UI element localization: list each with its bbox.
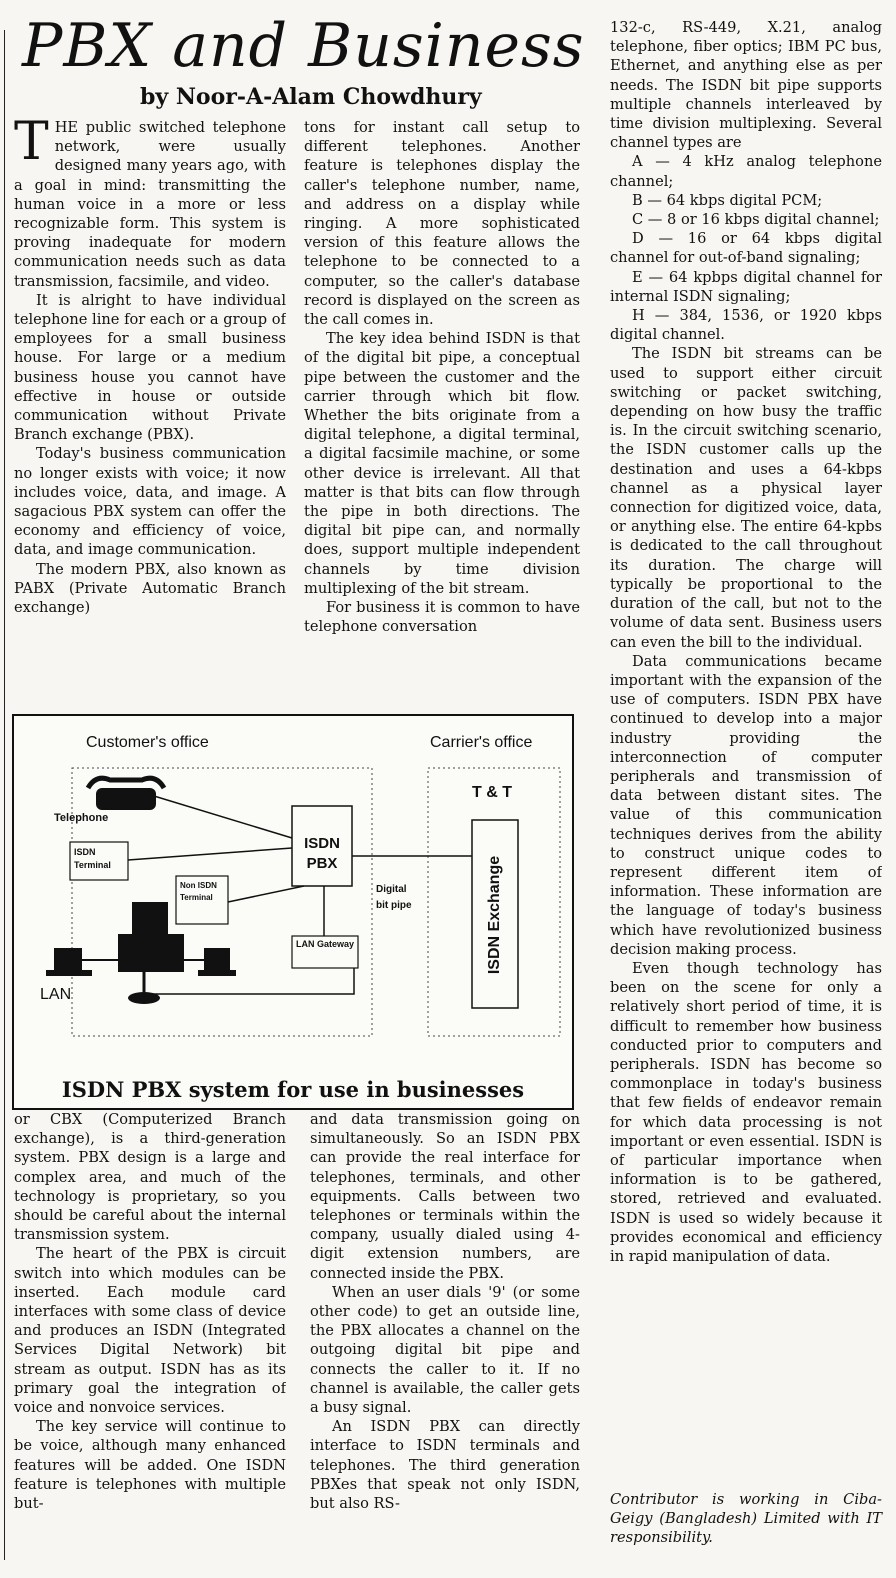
article-title: PBX and Business [22, 11, 585, 81]
channel-item: D — 16 or 64 kbps digital channel for out-of-band signaling; [610, 230, 882, 267]
isdn-pbx-label: ISDN PBX [304, 835, 340, 872]
article-byline: by Noor-A-Alam Chowdhury [140, 84, 482, 110]
channel-item: A — 4 kHz analog telephone channel; [610, 153, 882, 190]
lan-terminal-left-icon [46, 948, 118, 976]
isdn-pbx-diagram [12, 714, 574, 1110]
lan-gateway-label: LAN Gateway [295, 939, 355, 949]
telephone-label: Telephone [54, 812, 109, 824]
paragraph: Data communications became important with the expansion of the use of computers. ISDN PBX have continued to develop into a major industry providing the interconnection of computer peripherals and transmission of data between distant sites. The value of this communication techniques derives from the ability to construct unique codes to represent different item of information. These information are the language of today's business which have revolutionized business decision making process. [610, 652, 882, 958]
paragraph: 132-c, RS-449, X.21, analog telephone, fiber optics; IBM PC bus, Ethernet, and anything else as per needs. The ISDN bit pipe supports multiple channels interleaved by time division multiplexing. Several channel types are [610, 19, 882, 152]
paragraph: The heart of the PBX is circuit switch into which modules can be inserted. Each module card interfaces with some class of device and produces an ISDN (Integrated Services Digital Network) bit stream as output. ISDN has as its primary goal the integration of voice and nonvoice services. [14, 1245, 286, 1417]
paragraph: When an user dials '9' (or some other code) to get an outside line, the PBX allocates a channel on the outgoing digital bit pipe and connects the caller to it. If no channel is available, the caller gets a busy signal. [310, 1283, 580, 1417]
contributor-note: Contributor is working in Ciba-Geigy (Bangladesh) Limited with IT responsibility. [610, 1491, 882, 1546]
paragraph: The key service will continue to be voice, although many enhanced features will be added. One ISDN feature is telephones with multiple but- [14, 1418, 286, 1513]
paragraph: and data transmission going on simultaneously. So an ISDN PBX can provide the real interface for telephones, terminals, and other equipments. Calls between two telephones or terminals within the company, usually dialed using 4-digit extension numbers, are connected inside the PBX. [310, 1111, 580, 1282]
paragraph: Even though technology has been on the scene for only a relatively short period of time, it is difficult to remember how business conducted prior to computers and peripherals. ISDN has become so commonplace in today's business that few fields of endeavor remain for which data processing is not important or even essential. ISDN is of particular importance when information is to be gathered, stored, retrieved and evaluated. ISDN is used so widely because it provides economical and efficiency in rapid manipulation of data. [610, 959, 882, 1265]
column-2-top [304, 118, 580, 708]
figure-caption: ISDN PBX system for use in businesses [61, 1077, 525, 1102]
non-isdn-terminal-line [228, 886, 304, 902]
column-rule-left [4, 30, 5, 1560]
carriers-office-label: Carrier's office [430, 734, 533, 751]
isdn-terminal-line [128, 848, 292, 860]
paragraph: or CBX (Computerized Branch exchange), is a third-generation system. PBX design is a large and complex area, and much of the technology is proprietary, so you should be careful about the internal transmission system. [14, 1111, 286, 1244]
paragraph: tons for instant call setup to different telephones. Another feature is telephones display the caller's telephone number, name, and address on a display while ringing. A more sophisticated version of this feature allows the telephone to be connected to a computer, so the caller's database record is displayed on the screen as the call comes in. [304, 119, 580, 329]
customers-office-label: Customer's office [86, 734, 209, 751]
paragraph: The modern PBX, also known as PABX (Private Automatic Branch exchange) [14, 560, 286, 617]
t-and-t-label: T & T [472, 784, 512, 801]
paragraph: The key idea behind ISDN is that of the digital bit pipe, a conceptual pipe between the customer and the carrier through which bit flow. Whether the bits originate from a digital telephone, a digital terminal, a digital facsimile machine, or some other device is irrelevant. All that matter is that bits can flow through the pipe in both directions. The digital bit pipe can, and normally does, support multiple independent channels by time division multiplexing of the bit stream. [304, 330, 580, 597]
channel-item: E — 64 kpbps digital channel for internal ISDN signaling; [610, 268, 882, 305]
paragraph: An ISDN PBX can directly interface to ISDN terminals and telephones. The third generation PBXes that speak not only ISDN, but also RS- [310, 1418, 580, 1513]
column-1-bottom [14, 1110, 286, 1566]
isdn-exchange-label: ISDN Exchange [486, 855, 503, 975]
paragraph: For business it is common to have telephone conversation [304, 599, 580, 636]
paragraph: THE public switched telephone network, were usually designed many years ago, with a goal in mind: transmitting the human voice in a more or less recognizable form. This system is proving inadequate for modern communication needs such as data transmission, facsimile, and video. [14, 118, 286, 290]
paragraph: The ISDN bit streams can be used to support either circuit switching or packet switching, depending on how busy the traffic is. In the circuit switching scenario, the ISDN customer calls up the destination and uses a 64-kbps channel as a physical layer connection for digitized voice, data, or anything else. The entire 64-kpbs is dedicated to the call throughout its duration. The charge will typically be proportional to the duration of the call, but not to the volume of data sent. Business users can even the bill to the individual. [610, 345, 882, 651]
digital-bit-pipe-label: Digital bit pipe [376, 884, 412, 911]
paragraph: It is alright to have individual telephone line for each or a group of employees for a small business house. For large or a medium business house you cannot have effective in house or outside communication without Private Branch exchange (PBX). [14, 291, 286, 444]
telephone-line [154, 796, 292, 838]
lan-workstation-icon [118, 902, 184, 1004]
non-isdn-terminal-label: Non ISDN Terminal [180, 881, 217, 902]
lan-terminal-right-icon [184, 948, 236, 976]
telephone-icon [88, 778, 164, 810]
isdn-terminal-label: ISDN Terminal [74, 847, 111, 870]
column-1-top [14, 118, 286, 708]
drop-cap: T [14, 118, 49, 172]
paragraph: Today's business communication no longer exists with voice; it now includes voice, data, and image. A sagacious PBX system can offer the economy and efficiency of voice, data, and image communication. [14, 445, 286, 559]
channel-item: C — 8 or 16 kbps digital channel; [632, 211, 880, 229]
lan-label: LAN [40, 986, 72, 1003]
column-2-bottom [310, 1110, 580, 1566]
column-3 [610, 18, 882, 1486]
channel-item: B — 64 kbps digital PCM; [632, 191, 823, 209]
channel-item: H — 384, 1536, or 1920 kbps digital channel. [610, 307, 882, 344]
